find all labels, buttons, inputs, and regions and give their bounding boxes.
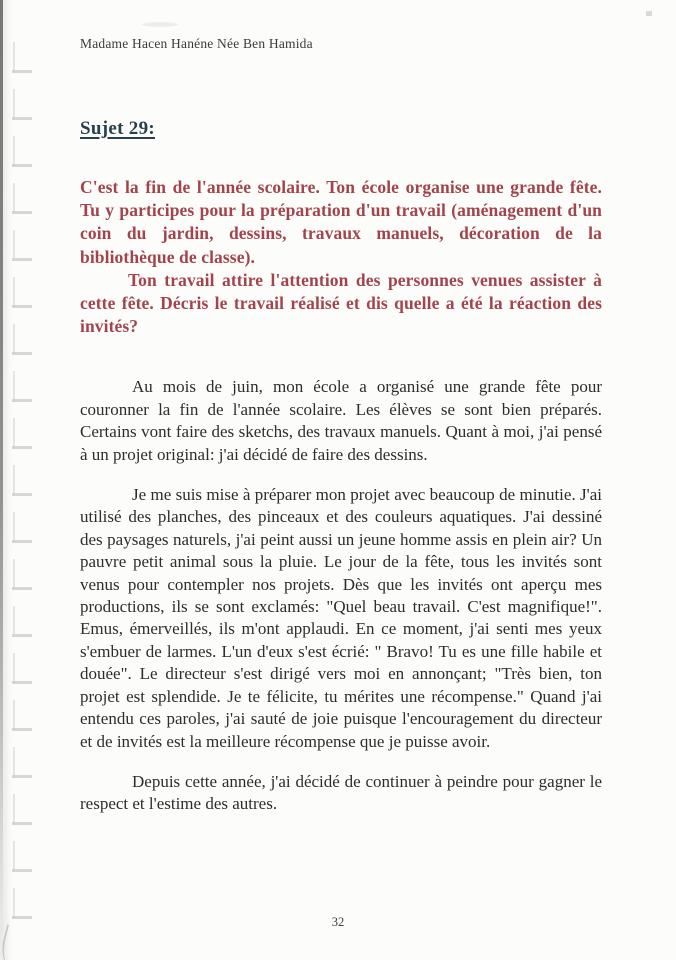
essay-paragraph-1: Au mois de juin, mon école a organisé une grande fête pour couronner la fin de l'année scolaire. Les élèves se sont bien préparés. Certains vont faire des sketchs, des travaux manuels. Quant à moi, j'ai pensé à un projet original: j'ai décidé de faire des dessins. xyxy=(80,377,602,464)
prompt-paragraph-1: C'est la fin de l'année scolaire. Ton école organise une grande fête. Tu y participes pour la préparation d'un travail (aménagement d'un coin du jardin, dessins, travaux manuels, décoration de la bibliothèque de classe). xyxy=(80,177,602,267)
prompt-paragraph-2: Ton travail attire l'attention des personnes venues assister à cette fête. Décris le travail réalisé et dis quelle a été la réaction des invités? xyxy=(80,269,602,337)
author-header: Madame Hacen Hanéne Née Ben Hamida xyxy=(80,36,313,51)
essay-prompt xyxy=(80,176,602,338)
page-number: 32 xyxy=(331,915,345,929)
essay-paragraph-2: Je me suis mise à préparer mon projet avec beaucoup de minutie. J'ai utilisé des planches, des pinceaux et des couleurs aquatiques. J'ai dessiné des paysages naturels, j'ai peint aussi un jeune homme assis en plein air? Un pauvre petit animal sous la pluie. Le jour de la fête, tous les invités sont venus pour contempler nos projets. Dès que les invités ont aperçu mes productions, ils se sont exclamés: "Quel beau travail. C'est magnifique!". Emus, émerveillés, ils m'ont applaudi. En ce moment, j'ai senti mes yeux s'embuer de larmes. L'un d'eux s'est écrié: " Bravo! Tu es une fille habile et douée". Le directeur s'est dirigé vers moi en annonçant; "Très bien, ton projet est splendide. Je te félicite, tu mérites une récompense." Quand j'ai entendu ces paroles, j'ai sauté de joie puisque l'encouragement du directeur et de invités est la meilleure récompense que je puisse avoir. xyxy=(80,485,602,751)
essay-paragraph-3: Depuis cette année, j'ai décidé de continuer à peindre pour gagner le respect et l'estime des autres. xyxy=(80,771,602,814)
essay-body xyxy=(80,376,602,815)
subject-heading: Sujet 29: xyxy=(80,118,155,139)
